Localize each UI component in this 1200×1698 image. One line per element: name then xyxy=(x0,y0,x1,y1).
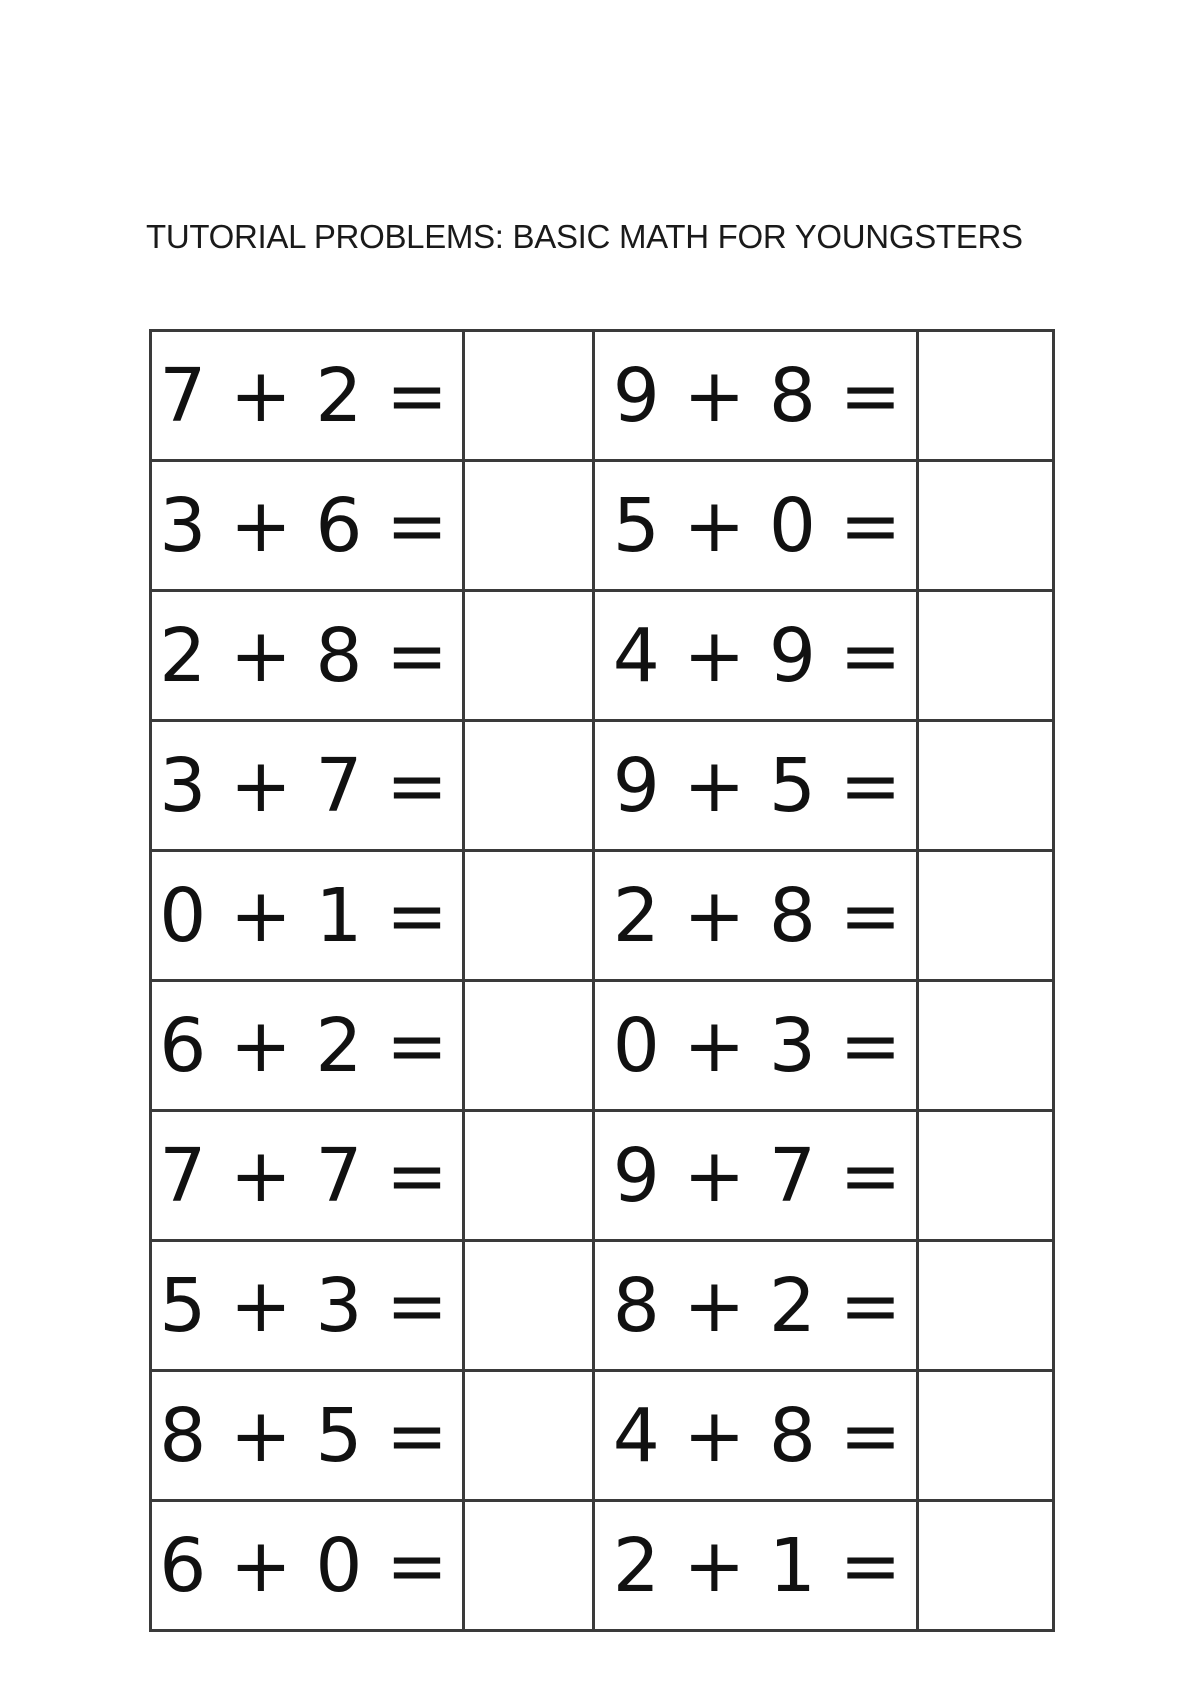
problem-right: 4 + 9 = xyxy=(594,591,917,721)
problem-left: 6 + 0 = xyxy=(151,1501,464,1631)
problem-left: 5 + 3 = xyxy=(151,1241,464,1371)
problem-left: 2 + 8 = xyxy=(151,591,464,721)
problem-row xyxy=(151,1111,1054,1241)
problem-left: 0 + 1 = xyxy=(151,851,464,981)
answer-box-right[interactable] xyxy=(917,1371,1053,1501)
answer-box-right[interactable] xyxy=(917,331,1053,461)
answer-box-left[interactable] xyxy=(464,461,594,591)
answer-box-left[interactable] xyxy=(464,1241,594,1371)
problem-row xyxy=(151,851,1054,981)
answer-box-left[interactable] xyxy=(464,851,594,981)
problem-row xyxy=(151,1501,1054,1631)
problem-right: 0 + 3 = xyxy=(594,981,917,1111)
answer-box-right[interactable] xyxy=(917,1501,1053,1631)
problem-left: 8 + 5 = xyxy=(151,1371,464,1501)
problem-row xyxy=(151,331,1054,461)
problem-right: 2 + 8 = xyxy=(594,851,917,981)
worksheet-title: TUTORIAL PROBLEMS: BASIC MATH FOR YOUNGSTERS xyxy=(146,218,1023,255)
answer-box-right[interactable] xyxy=(917,721,1053,851)
problem-left: 6 + 2 = xyxy=(151,981,464,1111)
problem-right: 2 + 1 = xyxy=(594,1501,917,1631)
problem-left: 3 + 7 = xyxy=(151,721,464,851)
answer-box-left[interactable] xyxy=(464,1371,594,1501)
problem-row xyxy=(151,591,1054,721)
problem-row xyxy=(151,981,1054,1111)
answer-box-right[interactable] xyxy=(917,1241,1053,1371)
problem-row xyxy=(151,1241,1054,1371)
problem-row xyxy=(151,1371,1054,1501)
answer-box-left[interactable] xyxy=(464,331,594,461)
answer-box-right[interactable] xyxy=(917,981,1053,1111)
answer-box-right[interactable] xyxy=(917,461,1053,591)
problem-right: 9 + 5 = xyxy=(594,721,917,851)
problem-row xyxy=(151,461,1054,591)
problem-right: 9 + 7 = xyxy=(594,1111,917,1241)
answer-box-right[interactable] xyxy=(917,1111,1053,1241)
problem-left: 7 + 2 = xyxy=(151,331,464,461)
problem-right: 8 + 2 = xyxy=(594,1241,917,1371)
answer-box-left[interactable] xyxy=(464,1501,594,1631)
answer-box-right[interactable] xyxy=(917,851,1053,981)
problem-left: 3 + 6 = xyxy=(151,461,464,591)
answer-box-right[interactable] xyxy=(917,591,1053,721)
answer-box-left[interactable] xyxy=(464,981,594,1111)
problem-table xyxy=(149,329,1055,1632)
problem-row xyxy=(151,721,1054,851)
problem-right: 4 + 8 = xyxy=(594,1371,917,1501)
problem-left: 7 + 7 = xyxy=(151,1111,464,1241)
answer-box-left[interactable] xyxy=(464,591,594,721)
answer-box-left[interactable] xyxy=(464,721,594,851)
problem-right: 9 + 8 = xyxy=(594,331,917,461)
problem-right: 5 + 0 = xyxy=(594,461,917,591)
answer-box-left[interactable] xyxy=(464,1111,594,1241)
